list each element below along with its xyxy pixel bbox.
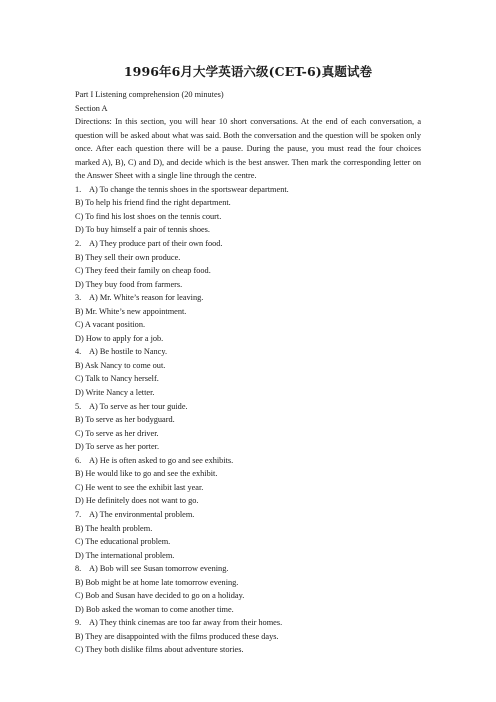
option-text: B) Ask Nancy to come out. [75, 360, 166, 370]
question-option [75, 603, 421, 617]
option-text: C) Talk to Nancy herself. [75, 374, 159, 384]
option-text: C) They both dislike films about adventure stories. [75, 645, 244, 655]
question-number: 9. [75, 618, 82, 628]
question-number: 4. [75, 347, 82, 357]
question-option [75, 278, 421, 292]
option-text: A) Be hostile to Nancy. [89, 347, 168, 357]
option-text: B) To serve as her bodyguard. [75, 415, 175, 425]
option-text: C) A vacant position. [75, 320, 146, 330]
question-option [75, 467, 421, 481]
question-option [75, 427, 421, 441]
question-option [75, 440, 421, 454]
option-text: C) The educational problem. [75, 537, 171, 547]
question-first-option [75, 237, 421, 251]
question-option [75, 413, 421, 427]
question-first-option [75, 508, 421, 522]
option-text: C) Bob and Susan have decided to go on a holiday. [75, 591, 245, 601]
option-text: C) They feed their family on cheap food. [75, 266, 211, 276]
option-text: B) They are disappointed with the films produced these days. [75, 631, 279, 641]
question-option [75, 643, 421, 657]
option-text: B) To help his friend find the right department. [75, 198, 231, 208]
option-text: A) They think cinemas are too far away from their homes. [89, 618, 283, 628]
option-text: D) He definitely does not want to go. [75, 496, 199, 506]
question-first-option [75, 400, 421, 414]
option-text: A) Mr. White’s reason for leaving. [89, 293, 204, 303]
question-option [75, 630, 421, 644]
question-first-option [75, 454, 421, 468]
question-first-option [75, 183, 421, 197]
question-option [75, 549, 421, 563]
question-option [75, 535, 421, 549]
option-text: A) They produce part of their own food. [89, 239, 223, 249]
directions-paragraph: Directions: In this section, you will hear 10 short conversations. At the end of each conversation, a question will be asked about what was said. Both the conversation and the question will be spoken only once. After each question there will be a pause. During the pause, you must read the four choices marked A), B), C) and D), and decide which is the best answer. Then mark the corresponding letter on the Answer Sheet with a single line through the centre. [75, 117, 421, 181]
option-text: D) The international problem. [75, 550, 175, 560]
option-text: D) They buy food from farmers. [75, 279, 183, 289]
question-option [75, 318, 421, 332]
option-text: D) Bob asked the woman to come another time. [75, 604, 234, 614]
question-first-option [75, 291, 421, 305]
document-body [75, 88, 421, 657]
option-text: B) They sell their own produce. [75, 252, 181, 262]
question-option [75, 576, 421, 590]
option-text: C) He went to see the exhibit last year. [75, 482, 204, 492]
document-title: 1996年6月大学英语六级(CET-6)真题试卷 [123, 64, 373, 79]
question-first-option [75, 345, 421, 359]
question-option [75, 305, 421, 319]
question-list [75, 183, 421, 657]
question-option [75, 494, 421, 508]
question-number: 7. [75, 509, 82, 519]
question-number: 8. [75, 564, 82, 574]
option-text: D) To serve as her porter. [75, 442, 160, 452]
option-text: D) To buy himself a pair of tennis shoes. [75, 225, 210, 235]
question-option [75, 223, 421, 237]
question-option [75, 210, 421, 224]
question-option [75, 251, 421, 265]
question-number: 6. [75, 455, 82, 465]
question-option [75, 481, 421, 495]
question-number: 2. [75, 239, 82, 249]
option-text: D) How to apply for a job. [75, 333, 164, 343]
question-option [75, 589, 421, 603]
option-text: A) To change the tennis shoes in the sportswear department. [89, 184, 289, 194]
option-text: B) He would like to go and see the exhibit. [75, 469, 218, 479]
option-text: C) To find his lost shoes on the tennis court. [75, 211, 222, 221]
question-option [75, 372, 421, 386]
question-option [75, 196, 421, 210]
option-text: B) Mr. White’s new appointment. [75, 306, 187, 316]
option-text: D) Write Nancy a letter. [75, 388, 155, 398]
option-text: A) To serve as her tour guide. [89, 401, 188, 411]
question-option [75, 386, 421, 400]
part-heading: Part I Listening comprehension (20 minutes) [75, 90, 224, 99]
option-text: C) To serve as her driver. [75, 428, 159, 438]
option-text: A) He is often asked to go and see exhibits. [89, 455, 234, 465]
question-option [75, 264, 421, 278]
option-text: A) Bob will see Susan tomorrow evening. [89, 564, 229, 574]
section-heading: Section A [75, 103, 108, 113]
option-text: A) The environmental problem. [89, 509, 195, 519]
option-text: B) Bob might be at home late tomorrow evening. [75, 577, 239, 587]
question-option [75, 332, 421, 346]
question-number: 5. [75, 401, 82, 411]
question-option [75, 359, 421, 373]
question-first-option [75, 562, 421, 576]
option-text: B) The health problem. [75, 523, 153, 533]
question-number: 1. [75, 184, 82, 194]
question-first-option [75, 616, 421, 630]
question-option [75, 522, 421, 536]
question-number: 3. [75, 293, 82, 303]
